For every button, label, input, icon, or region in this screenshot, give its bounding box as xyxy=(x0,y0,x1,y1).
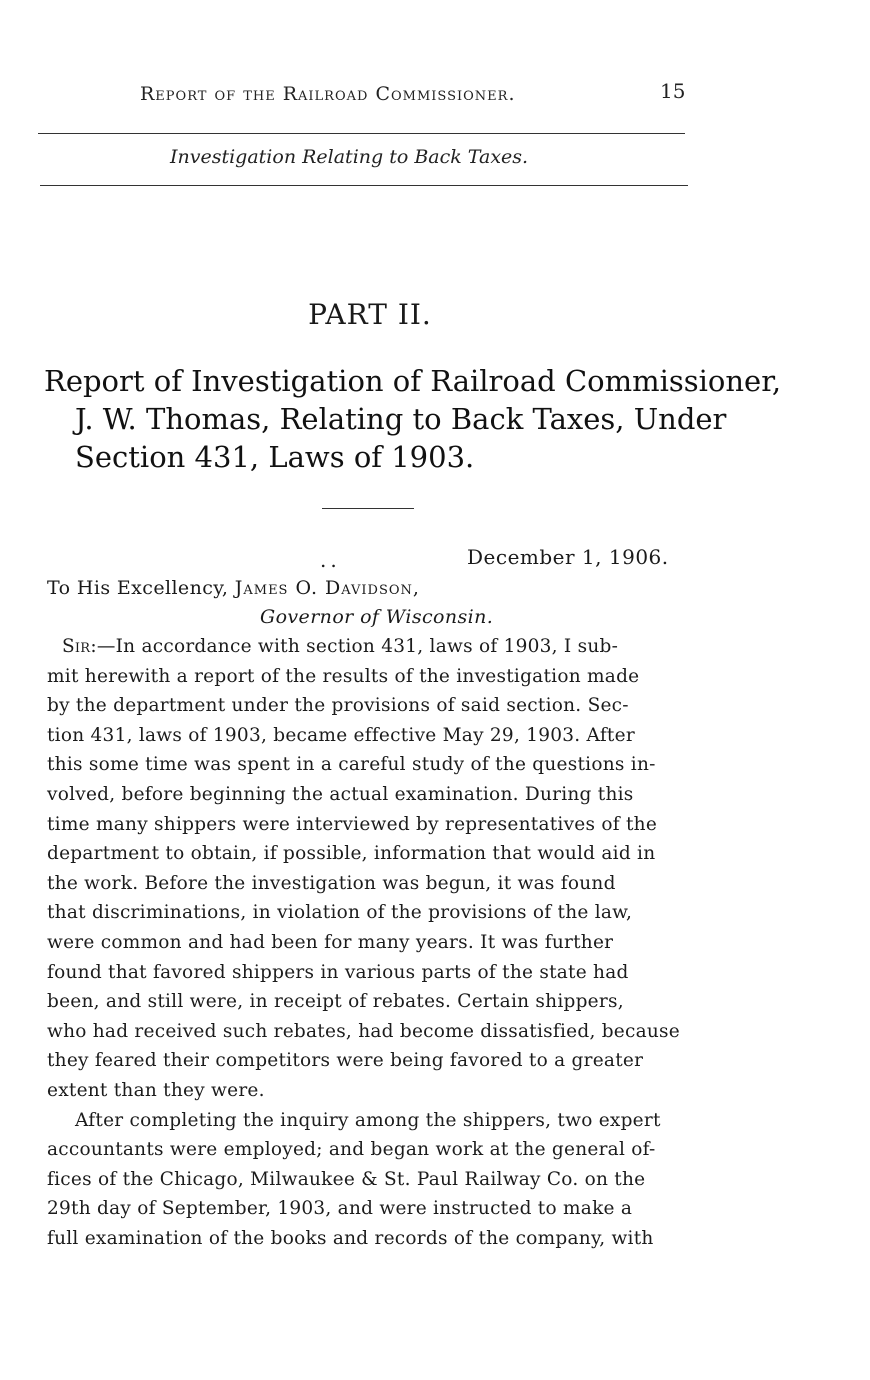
salutation-prefix: To His Excellency, xyxy=(47,577,235,599)
body-line: the work. Before the investigation was begun, it was found xyxy=(47,872,616,894)
body-line: this some time was spent in a careful study of the questions in- xyxy=(47,754,656,776)
body-line: fices of the Chicago, Milwaukee & St. Paul Railway Co. on the xyxy=(47,1168,646,1190)
report-title-line: Section 431, Laws of 1903. xyxy=(75,440,475,474)
body-line: who had received such rebates, had become dissatisfied, because xyxy=(47,1020,680,1042)
body-line: mit herewith a report of the results of the investigation made xyxy=(47,665,640,687)
part-heading: PART II. xyxy=(308,298,432,331)
body-line: 29th day of September, 1903, and were instructed to make a xyxy=(47,1198,633,1220)
body-line-text: :—In accordance with section 431, laws of 1903, I sub- xyxy=(90,636,619,657)
body-line xyxy=(62,636,618,657)
body-line: extent than they were. xyxy=(47,1080,265,1101)
addressee-name: James O. Davidson, xyxy=(234,577,420,599)
body-line: time many shippers were interviewed by representatives of the xyxy=(47,813,658,835)
body-line: department to obtain, if possible, information that would aid in xyxy=(47,843,656,865)
body-line: were common and had been for many years. It was further xyxy=(47,932,614,953)
salutation xyxy=(47,577,420,599)
page-number: 15 xyxy=(660,79,686,103)
body-line: been, and still were, in receipt of rebates. Certain shippers, xyxy=(47,991,624,1013)
stray-dots: .. xyxy=(320,548,341,572)
report-title-line: Report of Investigation of Railroad Commissioner, xyxy=(44,364,782,398)
body-line: tion 431, laws of 1903, became effective May 29, 1903. After xyxy=(47,724,635,746)
body-line: found that favored shippers in various parts of the state had xyxy=(47,961,629,983)
body-line: full examination of the books and records of the company, with xyxy=(47,1228,654,1249)
body-line: they feared their competitors were being favored to a greater xyxy=(47,1050,644,1072)
letter-date: December 1, 1906. xyxy=(467,545,669,569)
body-line: that discriminations, in violation of the provisions of the law, xyxy=(47,902,633,924)
title-separator-rule xyxy=(322,508,414,509)
body-line: volved, before beginning the actual examination. During this xyxy=(47,784,634,805)
opening-word: Sir xyxy=(62,636,91,657)
header-rule-top xyxy=(38,133,685,134)
addressee-title: Governor of Wisconsin. xyxy=(260,606,494,628)
body-line: by the department under the provisions of said section. Sec- xyxy=(47,695,629,717)
header-rule-bottom xyxy=(40,185,688,186)
body-line: accountants were employed; and began work at the general of- xyxy=(47,1139,656,1161)
running-head: Report of the Railroad Commissioner. xyxy=(140,83,516,105)
body-line: After completing the inquiry among the shippers, two expert xyxy=(75,1109,661,1131)
section-head: Investigation Relating to Back Taxes. xyxy=(170,146,529,168)
report-title-line: J. W. Thomas, Relating to Back Taxes, Under xyxy=(75,402,727,436)
